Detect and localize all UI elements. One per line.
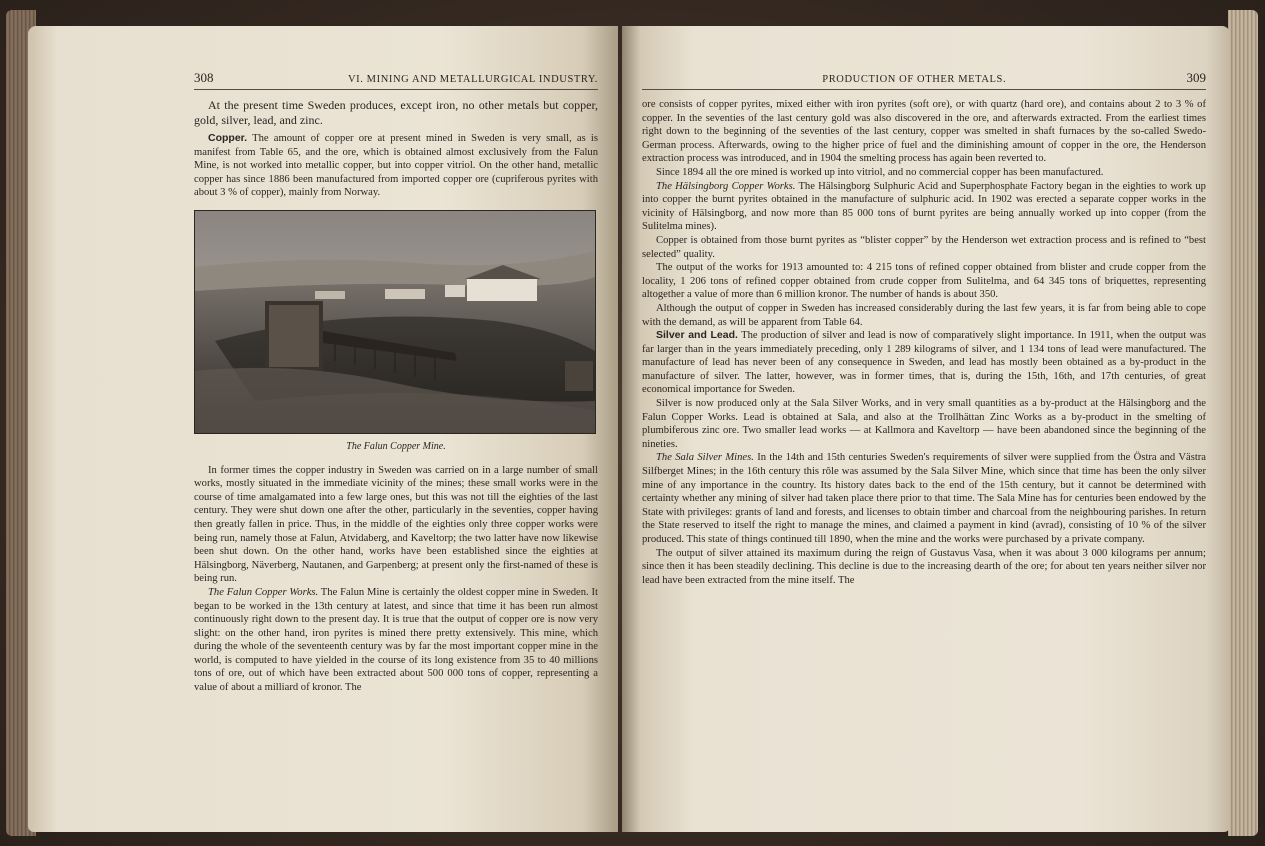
right-running-head: PRODUCTION OF OTHER METALS.	[822, 74, 1007, 85]
right-page-edges	[1228, 10, 1258, 836]
figure-caption: The Falun Copper Mine.	[346, 440, 446, 452]
silver-heading: Silver and Lead.	[656, 329, 738, 342]
copper-text: The amount of copper ore at present mined in Sweden is very small, as is manifest from Table 65, and the ore, which is obtained almost exclusively from the Falun Mine, is not worked into metallic copper, but into copper vitriol. On the other hand, metallic copper has since 1886 been manufactured from imported copper ore (cupriferous pyrites with about 3 % of copper), mainly from Norway.	[194, 133, 598, 199]
falun-heading: The Falun Copper Works.	[208, 586, 319, 598]
copper-obtained-paragraph: Copper is obtained from those burnt pyrites as “blister copper” by the Henderson wet extraction process and is refined to “best selected” quality.	[642, 234, 1206, 260]
copper-paragraph	[194, 132, 598, 200]
sala-heading: The Sala Silver Mines.	[656, 452, 754, 464]
ore-paragraph: ore consists of copper pyrites, mixed either with iron pyrites (soft ore), or with quartz (hard ore), and contains about 2 to 3 % of copper. In the seventies of the last century gold was also discovered in the ore, and afterwards extracted. From the earliest times right down to the beginning of the seventies of the last century, copper was smelted in shaft furnaces by the so-called Swedo-German process. Afterwards, owing to the higher price of fuel and the diminishing amount of copper in the ore, the Henderson extraction process was introduced, and in 1904 the smelting process has again been reverted to.	[642, 99, 1206, 165]
falun-mine-photograph	[194, 210, 596, 434]
although-paragraph: Although the output of copper in Sweden has increased considerably during the last few years, it is far from being able to cope with the demand, as will be apparent from Table 64.	[642, 302, 1206, 328]
silver-text: The production of silver and lead is now of comparatively slight importance. In 1911, when the output was far larger than in the years immediately preceding, only 1 289 kilograms of silver, and 1 134 tons of lead were manufactured. The manufacture of lead has never been of any consequence in Sweden, and lead has mostly been obtained as a by-product in the manufacture of silver. The latter, however, was in former times, that is, during the 15th, 16th, and 17th centuries, of great economical importance for Sweden.	[642, 330, 1206, 396]
helsingborg-text: The Hälsingborg Sulphuric Acid and Superphosphate Factory began in the eighties to work up into copper the burnt pyrites obtained in the manufacture of sulphuric acid. In 1902 was erected a separate copper works in the vicinity of Hälsingborg, and now more than 85 000 tons of burnt pyrites are being annually worked up into copper (from the Sulitelma mines).	[642, 180, 1206, 233]
intro-paragraph: At the present time Sweden produces, except iron, no other metals but copper, gold, silver, lead, and zinc.	[194, 98, 598, 127]
silver-lead-paragraph	[642, 329, 1206, 397]
falun-text: The Falun Mine is certainly the oldest copper mine in Sweden. It began to be worked in the 13th century at latest, and since that time it has been run almost continuously right down to the present day. It is true that the output of copper ore is now very slight: on the other hand, iron pyrites is mined there pretty extensively. This mine, which during the whole of the seventeenth century was by far the most important copper mine in the world, is computed to have yielded in the course of its long existence from 35 to 40 millions tons of ore, out of which have been extracted about 500 000 tons of copper, representing a value of about a milliard of kronor. The	[194, 586, 598, 694]
falun-works-paragraph	[194, 586, 598, 695]
right-page-header	[642, 70, 1206, 90]
left-page	[28, 26, 618, 832]
helsingborg-heading: The Hälsingborg Copper Works.	[656, 180, 796, 192]
helsingborg-paragraph	[642, 180, 1206, 234]
output-paragraph: The output of the works for 1913 amounted to: 4 215 tons of refined copper obtained from blister and crude copper from the locality, 1 206 tons of refined copper obtained from crude copper from Sulitelma, and 64 345 tons of briquettes, representing altogether a value of more than 6 million kronor. The number of hands is about 350.	[642, 262, 1206, 301]
right-page-number: 309	[1186, 70, 1206, 85]
sala-text: In the 14th and 15th centuries Sweden's requirements of silver were supplied from the Östra and Västra Silfberget Mines; in the 16th century this rôle was assumed by the Sala Silver Mine, which since that time has been the only silver mine of any importance in the country. Its history dates back to the end of the 15th century, but it cannot be determined with certainty whether any mining of silver had taken place there prior to that time. The Sala Mine has for centuries been endowed by the State with privileges: grants of land and forests, and licenses to obtain timber and charcoal from the neighbouring parishes. In return the State reserved to itself the right to manage the mines, and claimed a payment in kind (avrad), consisting of 10 % of the silver produced. This state of things continued till 1890, when the mine and the works were purchased by a private company.	[642, 452, 1206, 545]
left-running-head: VI. MINING AND METALLURGICAL INDUSTRY.	[347, 74, 598, 85]
right-page	[622, 26, 1230, 832]
left-page-number: 308	[194, 70, 214, 85]
since-paragraph: Since 1894 all the ore mined is worked up into vitriol, and no commercial copper has been manufactured.	[656, 166, 1104, 178]
former-times-paragraph: In former times the copper industry in Sweden was carried on in a large number of small works, mostly situated in the immediate vicinity of the mines; these small works were in the course of time amalgamated into a few large ones, but this was not till the eighties of the last century. They were shut down one after the other, particularly in the seventies, copper having then greatly fallen in price. Thus, in the middle of the eighties only three copper works were being run, namely those at Falun, Atvidaberg, and Kaveltorp; the two latter have now likewise been shut down. On the other hand, works have been established since the eighties at Hälsingborg, Näverberg, Nautanen, and Garpenberg; at present only the first-named of these is being run.	[194, 464, 598, 585]
copper-heading: Copper.	[208, 132, 248, 144]
sala-paragraph	[642, 451, 1206, 546]
final-paragraph: The output of silver attained its maximum during the reign of Gustavus Vasa, when it was about 3 000 kilograms per annum; since then it has been steadily declining. This decline is due to the increasing dearth of the ore; for about ten years neither silver nor lead have been extracted from the mine itself. The	[642, 547, 1206, 586]
silver-now-paragraph: Silver is now produced only at the Sala Silver Works, and in very small quantities as a by-product at the Hälsingborg and the Falun Copper Works. Lead is obtained at Sala, and also at the Trollhättan Zinc Works as a by-product in the smelting of plumbiferous zinc ore. Two smaller lead works — at Kallmora and Kaveltorp — have been abandoned since the beginning of the nineties.	[642, 398, 1206, 450]
left-page-header	[194, 70, 598, 90]
